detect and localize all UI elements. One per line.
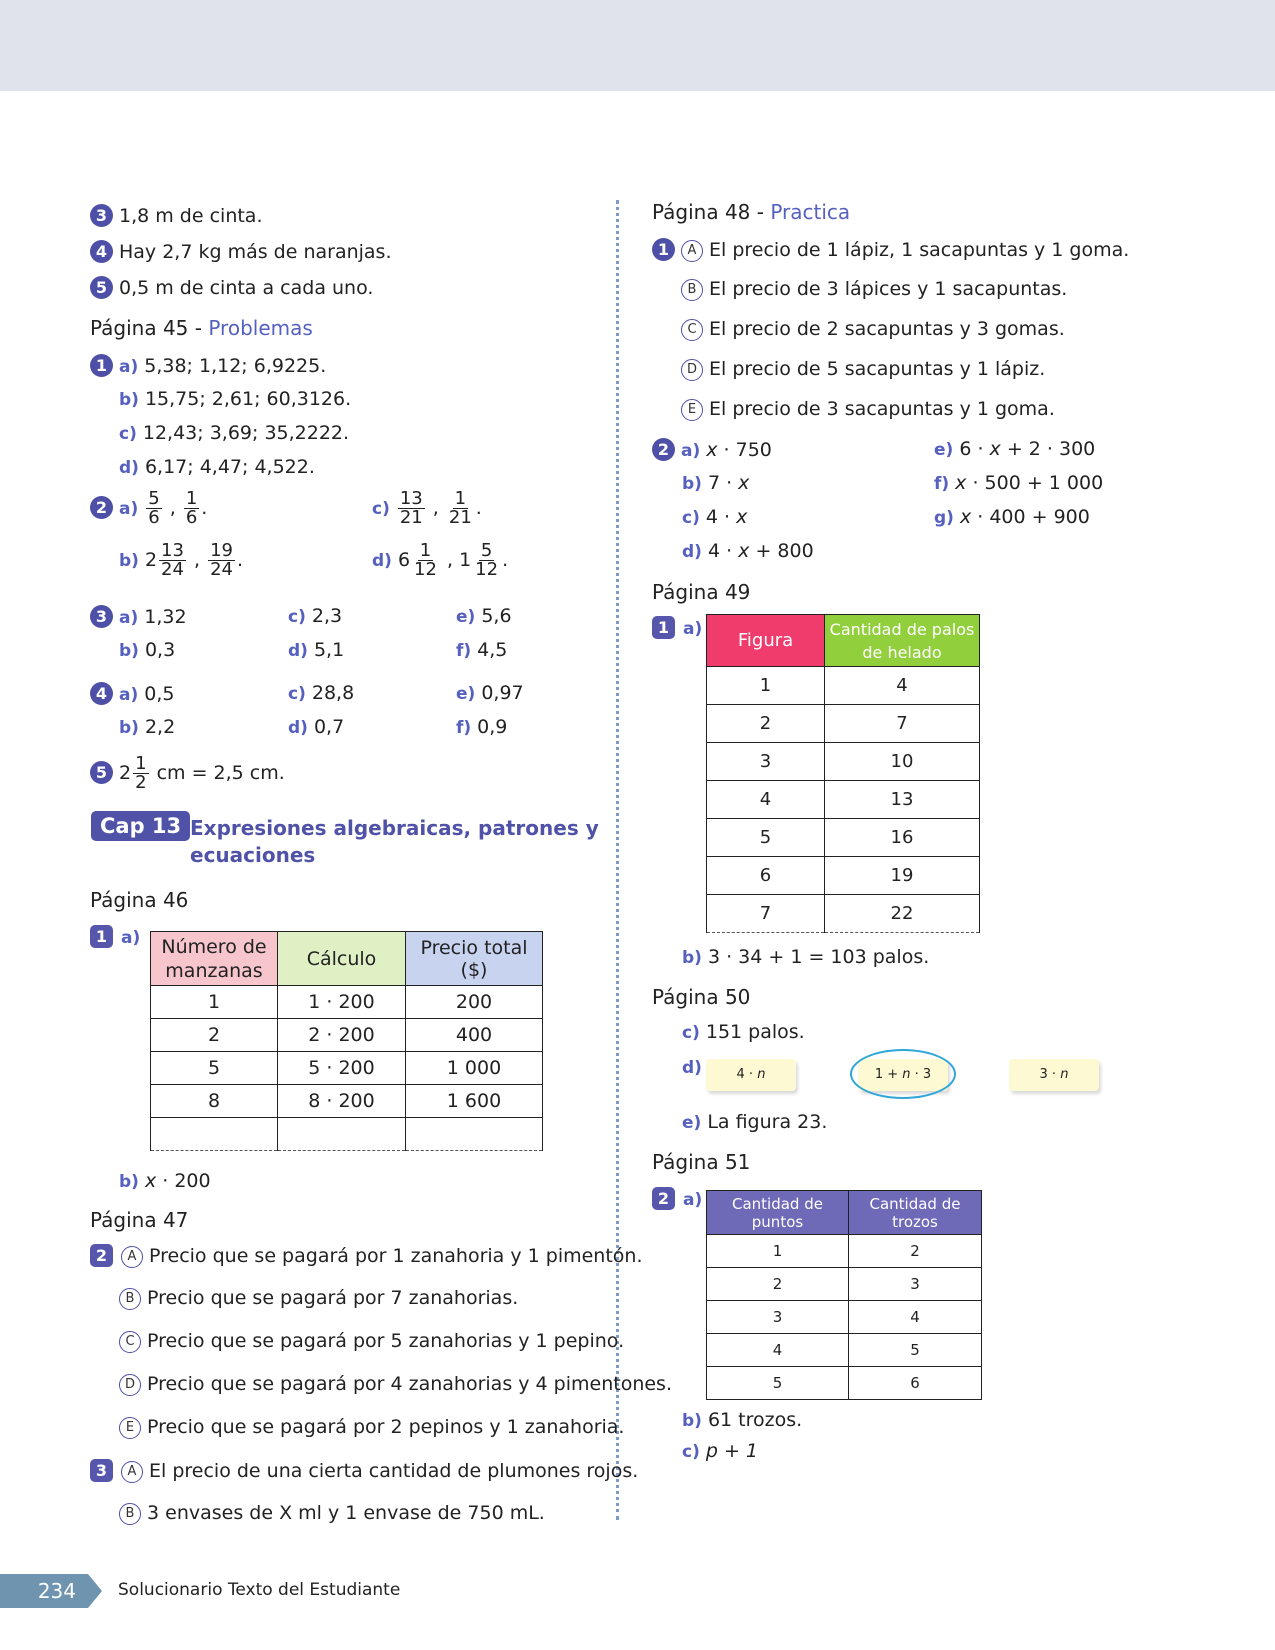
table-row [151,986,543,1019]
text-fragment: x [738,540,750,562]
answer-text: 1,8 m de cinta. [119,205,263,227]
option-item [90,1244,643,1268]
item-label: c) [119,424,137,444]
text-fragment: 1 [135,753,147,774]
text-fragment: 1 [459,549,472,571]
option-text: Precio que se pagará por 7 zanahorias. [147,1287,519,1309]
table-row [707,1268,982,1301]
table-row [707,1367,982,1400]
item-label: a) [121,928,141,948]
fraction [184,490,199,527]
text-fragment: e) [682,1113,702,1133]
expression-answer [934,438,1095,460]
col-header: Cantidad de palos de helado [825,615,980,667]
answer-item [456,639,507,661]
table-cell: 8 · 200 [278,1085,406,1118]
table-cell: 2 [849,1235,982,1268]
expression-answer [934,506,1090,528]
number-badge: 3 [90,204,113,227]
text-fragment: n [902,1067,911,1082]
text-fragment: a) [119,608,139,628]
answer-item [90,755,285,792]
table-cell: 2 [707,1268,849,1301]
text-fragment: 1 [454,488,467,509]
text-fragment: 1 [185,488,198,509]
col-header: Figura [707,615,825,667]
option-item [681,318,1065,341]
answer-text: 0,5 m de cinta a cada uno. [119,277,374,299]
text-fragment: 0,5 [144,683,175,705]
item-label: d) [372,551,392,571]
answer-item [90,204,263,227]
text-fragment: 1 [419,540,432,561]
question-marker [90,925,146,948]
table-cell [406,1118,543,1151]
table-row [151,1019,543,1052]
answer-item [90,240,392,263]
text-fragment: 3 · 34 + 1 = 103 palos. [707,946,930,968]
answer-item [682,1111,827,1133]
answer-text: 12,43; 3,69; 35,2222. [142,422,350,444]
option-text: Precio que se pagará por 4 zanahorias y 4 pimentones. [147,1373,672,1395]
option-text: El precio de 3 lápices y 1 sacapuntas. [709,278,1068,300]
table-row [707,667,980,705]
text-fragment: x [989,438,1001,460]
answer-item [90,682,174,705]
expression-option-card-selected[interactable]: 1 + n · 3 [858,1059,948,1091]
option-text: Precio que se pagará por 5 zanahorias y 1 pepino. [147,1330,625,1352]
fraction [133,755,148,792]
text-fragment: 21 [399,507,423,528]
expression-option-card[interactable]: 4 · n [706,1059,796,1091]
table-row [707,1301,982,1334]
answer-item [456,716,507,738]
item-label: d) [682,542,702,562]
fraction [398,490,425,527]
table-row [707,1334,982,1367]
table-cell: 4 [707,1334,849,1367]
text-fragment: 13 [399,488,423,509]
question-marker [652,616,708,639]
option-item [119,1373,672,1396]
table-row [707,819,980,857]
table-cell [278,1118,406,1151]
item-label: b) [119,551,139,571]
chapter-badge: Cap 13 [91,811,190,841]
table-cell: 200 [406,986,543,1019]
answer-item: d) 6 $\frac{1}{12}$ , 1 $\frac{5}{12}$ . [372,540,509,580]
option-letter-icon: A [121,1461,143,1483]
table-row [707,743,980,781]
col-header: Precio total ($) [406,932,543,986]
number-badge: 1 [652,238,675,261]
item-label: f) [934,474,950,494]
footer-title: Solucionario Texto del Estudiante [118,1580,401,1600]
table-cell: 22 [825,895,980,933]
fraction [159,542,186,579]
number-badge: 2 [652,1187,675,1210]
text-fragment: 5 [148,488,160,509]
text-fragment: 2 [135,772,147,793]
answer-item [682,1021,805,1043]
text-fragment: 0,9 [477,716,508,738]
text-fragment: 61 trozos. [707,1409,803,1431]
answer-item [90,276,373,299]
expression-answer [934,472,1103,494]
text-fragment: cm = 2,5 cm. [156,762,285,784]
expression-answer [682,506,747,528]
item-label: a) [119,357,139,377]
fraction [447,490,474,527]
apple-price-table [150,931,543,1151]
number-badge: 1 [90,354,113,377]
table-row [151,1052,543,1085]
text-fragment: 2,3 [311,605,343,627]
answer-item [119,422,349,444]
item-label: b) [682,474,702,494]
table-cell: 5 [849,1334,982,1367]
option-item [681,398,1055,421]
col-header: Cantidad de puntos [707,1191,849,1235]
text-fragment: 1,32 [144,606,187,628]
table-row [707,705,980,743]
number-badge: 1 [652,616,675,639]
answer-item [119,639,175,661]
chapter-label [91,811,190,841]
text-fragment: b) [682,948,702,968]
text-fragment: · 200 [156,1170,211,1192]
table-cell: 3 [707,743,825,781]
text-fragment: b) [119,718,139,738]
heading-accent: Problemas [208,316,313,340]
text-fragment: x [738,472,750,494]
text-fragment: 0,3 [144,639,176,661]
text-fragment: 0,97 [481,682,524,704]
number-badge: 5 [90,761,113,784]
text-fragment: 13 [161,540,184,561]
table-row [707,857,980,895]
text-fragment: 2 [144,549,158,571]
selection-circle [850,1049,956,1099]
answer-text: Hay 2,7 kg más de naranjas. [119,241,392,263]
table-row [707,1235,982,1268]
text-fragment: 0,7 [313,716,345,738]
option-letter-icon: A [121,1246,143,1268]
item-label: a) [119,499,139,519]
text-fragment: La figura 23. [707,1111,828,1133]
text-fragment: x [955,472,967,494]
text-fragment: x [706,439,718,461]
option-text: 3 envases de X ml y 1 envase de 750 mL. [147,1502,545,1524]
section-heading-p45 [90,316,313,340]
heading-accent: Practica [770,200,851,224]
table-cell: 1 000 [406,1052,543,1085]
expression-text: 4 · x [705,506,748,528]
text-fragment: 28,8 [311,682,355,704]
answer-item [288,605,342,627]
number-badge: 1 [90,925,113,948]
expression-text: x · 500 + 1 000 [955,472,1104,494]
text-fragment: b) [119,641,139,661]
fraction [473,542,500,579]
expression-text: x · 400 + 900 [959,506,1090,528]
answer-item [288,716,344,738]
option-letter-icon: D [681,359,703,381]
text-fragment: 5,6 [481,605,512,627]
table-cell: 4 [825,667,980,705]
answer-item [90,354,326,377]
table-row [151,1085,543,1118]
text-fragment: n [1060,1067,1069,1082]
table-cell: 5 [707,819,825,857]
answer-item [119,716,175,738]
option-item [681,358,1045,381]
text-fragment: c) [682,1023,700,1043]
number-badge: 2 [90,496,113,519]
table-cell: 13 [825,781,980,819]
col-header: Cálculo [278,932,406,986]
text-fragment: 4,5 [477,639,508,661]
text-fragment: x [144,1170,157,1192]
option-letter-icon: A [681,240,703,262]
table-cell: 3 [849,1268,982,1301]
table-cell: 7 [707,895,825,933]
number-badge: 3 [90,605,113,628]
answer-item [288,682,354,704]
item-label: g) [934,508,954,528]
option-letter-icon: B [119,1503,141,1525]
top-banner [0,0,1275,91]
text-fragment: c) [288,607,306,627]
table-cell: 8 [151,1085,278,1118]
text-fragment: c) [288,684,306,704]
text-fragment: 151 palos. [705,1021,805,1043]
col-header: Cantidad de trozos [849,1191,982,1235]
answer-text: 5,38; 1,12; 6,9225. [144,355,327,377]
expression-answer [682,540,814,562]
answer-item [456,605,512,627]
table-cell: 2 · 200 [278,1019,406,1052]
item-label: c) [372,499,390,519]
table-cell: 1 [151,986,278,1019]
answer-item: 2 a) $\frac{5}{6}$ , $\frac{1}{6}$ . [90,490,207,527]
text-fragment: 2,2 [144,716,176,738]
text-fragment: Página 48 - [652,200,771,224]
table-cell: 5 [707,1367,849,1400]
section-heading-p51: Página 51 [652,1150,751,1174]
option-text: El precio de 1 lápiz, 1 sacapuntas y 1 goma. [709,239,1130,261]
text-fragment: a) [119,685,139,705]
text-fragment: 19 [210,540,233,561]
item-label: c) [682,508,700,528]
text-fragment: 6 [185,507,198,528]
text-fragment: e) [456,684,476,704]
page-number: 234 [0,1574,88,1608]
table-cell: 5 · 200 [278,1052,406,1085]
table-row [151,1118,543,1151]
text-fragment: 12 [475,559,499,580]
option-item [119,1502,545,1525]
text-fragment: 12 [414,559,437,580]
number-badge: 3 [90,1459,113,1482]
number-badge: 4 [90,240,113,263]
item-label [682,1056,708,1078]
item-label: d) [119,458,139,478]
text-fragment: x [959,506,972,528]
section-heading-p47: Página 47 [90,1208,189,1232]
answer-item [682,946,929,968]
table-cell: 4 [707,781,825,819]
text-fragment: d) [288,641,308,661]
text-fragment: b) [119,1172,139,1192]
text-fragment: p + 1 [705,1440,759,1462]
question-marker [652,1187,708,1210]
heading-text: Página 45 - [90,316,209,340]
section-heading-p46: Página 46 [90,888,189,912]
number-badge: 2 [652,438,675,461]
table-cell: 3 [707,1301,849,1334]
text-fragment: f) [456,718,472,738]
option-item [652,238,1129,262]
text-fragment: d) [288,718,308,738]
option-item [119,1416,624,1439]
answer-item: c) $\frac{13}{21}$ , $\frac{1}{21}$ . [372,488,482,528]
text-fragment: 5 [480,540,493,561]
item-label: a) [681,441,701,461]
number-badge: 4 [90,682,113,705]
table-cell: 6 [707,857,825,895]
expression-text: 7 · x [707,472,750,494]
option-text: El precio de 2 sacapuntas y 3 gomas. [709,318,1065,340]
table-cell: 1 [707,667,825,705]
answer-text: 6,17; 4,47; 4,522. [144,456,315,478]
number-badge: 5 [90,276,113,299]
option-letter-icon: B [681,279,703,301]
option-letter-icon: D [119,1374,141,1396]
section-heading-p49: Página 49 [652,580,751,604]
table-cell: 400 [406,1019,543,1052]
table-cell: 1 [707,1235,849,1268]
answer-text: 15,75; 2,61; 60,3126. [144,388,352,410]
table-cell: 6 [849,1367,982,1400]
expression-answer [682,472,749,494]
option-item [119,1330,624,1353]
section-heading-p50: Página 50 [652,985,751,1009]
text-fragment: 24 [210,559,233,580]
answer-item [119,456,315,478]
answer-item [288,639,344,661]
option-letter-icon: E [119,1417,141,1439]
option-text: Precio que se pagará por 1 zanahoria y 1 pimentón. [149,1245,643,1267]
expression-option-card[interactable]: 3 · n [1009,1059,1099,1091]
text-fragment: c) [682,1442,700,1462]
option-letter-icon: B [119,1288,141,1310]
text-fragment: d) [682,1058,702,1078]
option-letter-icon: C [681,319,703,341]
col-header: Número de manzanas [151,932,278,986]
table-cell: 1 · 200 [278,986,406,1019]
expression-text: x · 750 [706,439,772,461]
table-cell: 19 [825,857,980,895]
table-cell: 2 [707,705,825,743]
table-cell: 7 [825,705,980,743]
text-fragment: e) [456,607,476,627]
answer-item: b) 2 $\frac{13}{24}$ , $\frac{19}{24}$ . [119,540,244,580]
option-text: Precio que se pagará por 2 pepinos y 1 zanahoria. [147,1416,625,1438]
text-fragment: b) [682,1411,702,1431]
text-fragment: x [736,506,748,528]
expression-text: 4 · x + 800 [707,540,814,562]
chapter-title: Expresiones algebraicas, patrones y ecuaciones [190,816,599,867]
popsicle-sticks-table [706,614,980,933]
answer-item [119,388,351,410]
expression-text: 6 · x + 2 · 300 [959,438,1096,460]
table-cell: 16 [825,819,980,857]
option-item [90,1459,638,1483]
table-row [707,781,980,819]
fraction [208,542,235,579]
table-cell [151,1118,278,1151]
answer-item [682,1440,758,1462]
option-letter-icon: E [681,399,703,421]
fraction [146,490,161,527]
item-label: a) [683,1190,703,1210]
text-fragment: 6 [397,549,411,571]
item-label: a) [683,619,703,639]
text-fragment: 2 [119,762,132,784]
text-fragment: 24 [161,559,184,580]
expression-answer [652,438,772,461]
fraction [412,542,439,579]
text-fragment: 6 [148,507,160,528]
option-text: El precio de 3 sacapuntas y 1 goma. [709,398,1055,420]
text-fragment: n [757,1067,766,1082]
option-text: El precio de 5 sacapuntas y 1 lápiz. [709,358,1046,380]
option-item [681,278,1067,301]
item-label: b) [119,390,139,410]
section-heading-p48 [652,200,850,224]
text-fragment: 21 [448,507,472,528]
column-divider [616,200,619,1520]
number-badge: 2 [90,1244,113,1267]
dots-pieces-table [706,1190,982,1400]
answer-item [456,682,524,704]
option-letter-icon: C [119,1331,141,1353]
table-cell: 1 600 [406,1085,543,1118]
text-fragment: 5,1 [313,639,345,661]
table-cell: 4 [849,1301,982,1334]
answer-item [682,1409,802,1431]
answer-item [90,605,187,628]
table-cell: 10 [825,743,980,781]
item-label: e) [934,440,954,460]
option-item [119,1287,518,1310]
text-fragment: f) [456,641,472,661]
table-row [707,895,980,933]
answer-item [119,1170,211,1192]
option-text: El precio de una cierta cantidad de plumones rojos. [149,1460,639,1482]
table-cell: 5 [151,1052,278,1085]
table-cell: 2 [151,1019,278,1052]
